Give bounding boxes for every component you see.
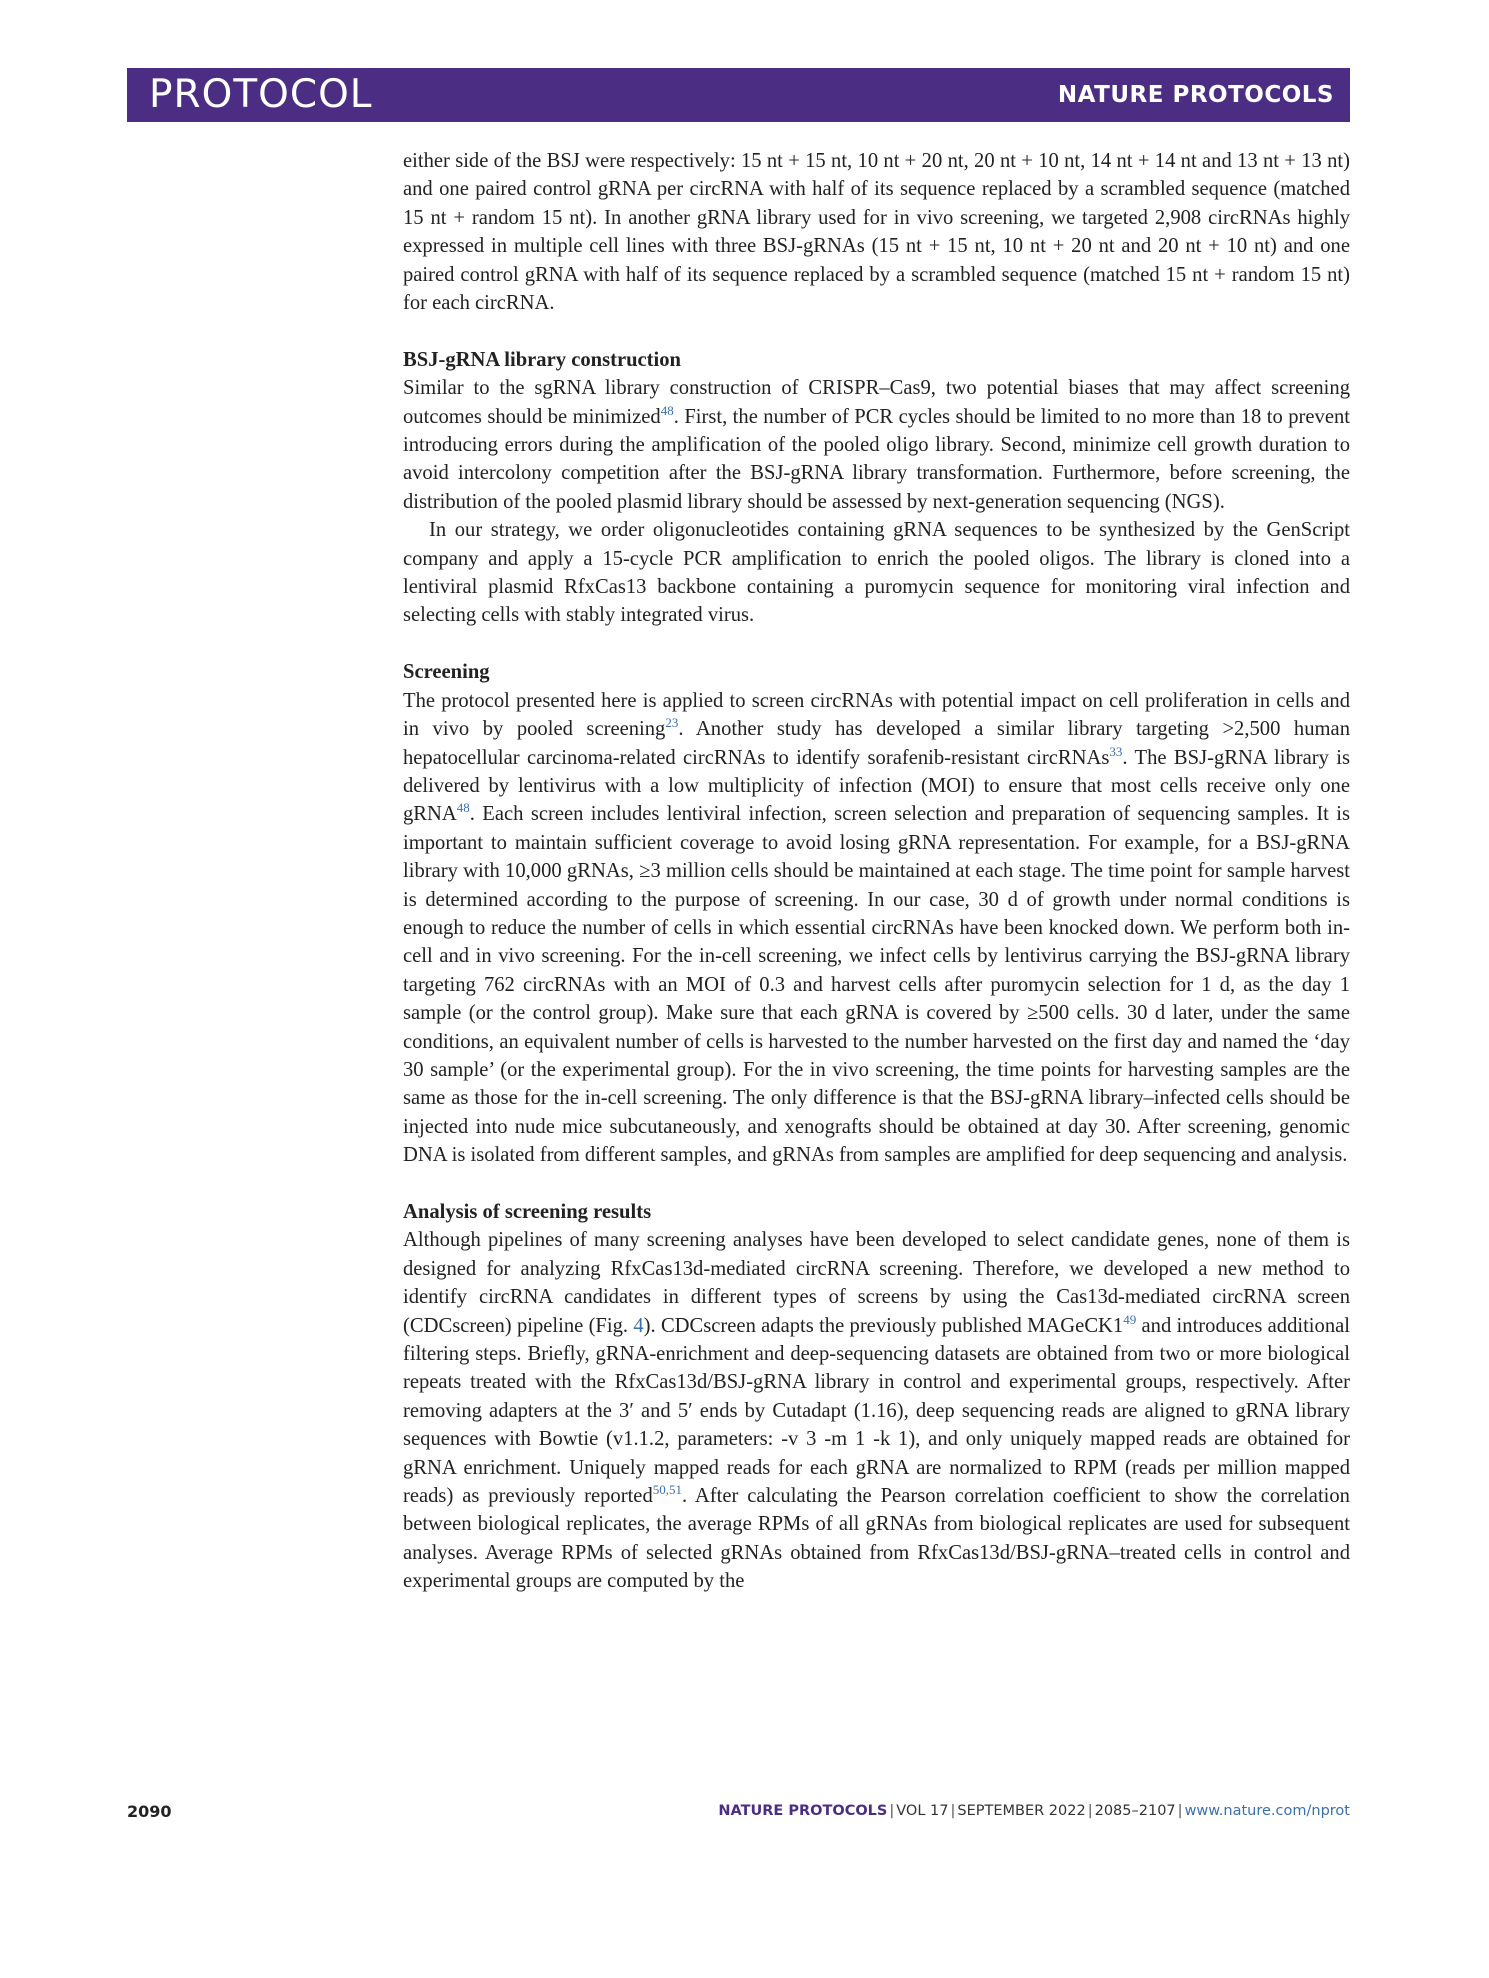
paragraph-text: The protocol presented here is applied to screen circRNAs with potential impact on cell proliferation in cells and in vivo by pooled screening <box>403 689 1350 741</box>
paragraph-text: ). CDCscreen adapts the previously published MAGeCK1 <box>643 1314 1124 1337</box>
footer-date: SEPTEMBER 2022 <box>957 1803 1086 1819</box>
section-label: PROTOCOL <box>149 72 373 117</box>
paragraph <box>403 1226 1350 1595</box>
footer-separator: | <box>889 1803 895 1819</box>
figure-ref-link[interactable]: 4 <box>633 1314 644 1337</box>
citation-ref[interactable]: 33 <box>1109 743 1123 759</box>
paragraph-text: . After calculating the Pearson correlation coefficient to show the correlation between biological replicates, the average RPMs of all gRNAs from biological replicates are used for subsequent analyses. Average RPMs of selected gRNAs obtained from RfxCas13d/BSJ-gRNA–treated cells in control and experimental groups are computed by the <box>403 1485 1350 1593</box>
header-bar <box>127 68 1350 122</box>
body-column <box>403 147 1350 1596</box>
page-number: 2090 <box>127 1802 172 1821</box>
paragraph-text: Although pipelines of many screening analyses have been developed to select candidate genes, none of them is designed for analyzing RfxCas13d-mediated circRNA screening. Therefore, we developed a new method to identify circRNA candidates in different types of screens by using the Cas13d-mediated circRNA screen (CDCscreen) pipeline (Fig. <box>403 1229 1350 1337</box>
section-heading: BSJ-gRNA library construction <box>403 348 682 371</box>
footer-url-link[interactable]: www.nature.com/nprot <box>1184 1803 1350 1819</box>
citation-ref[interactable]: 48 <box>660 402 674 418</box>
footer-citation <box>718 1803 1350 1819</box>
paragraph-text: Similar to the sgRNA library construction of CRISPR–Cas9, two potential biases that may affect screening outcomes should be minimized <box>403 377 1350 428</box>
footer-separator: | <box>1177 1803 1183 1819</box>
citation-ref[interactable]: 23 <box>665 715 679 731</box>
paragraph-text: . Each screen includes lentiviral infection, screen selection and preparation of sequencing samples. It is important to maintain sufficient coverage to avoid losing gRNA representation. For example, for a BSJ-gRNA library with 10,000 gRNAs, ≥3 million cells should be maintained at each stage. The time point for sample harvest is determined according to the purpose of screening. In our case, 30 d of growth under normal conditions is enough to reduce the number of cells in which essential circRNAs have been knocked down. We perform both in-cell and in vivo screening. For the in-cell screening, we infect cells by lentivirus carrying the BSJ-gRNA library targeting 762 circRNAs with an MOI of 0.3 and harvest cells after puromycin selection for 1 d, as the day 1 sample (or the control group). Make sure that each gRNA is covered by ≥500 cells. 30 d later, under the same conditions, an equivalent number of cells is harvested to the number harvested on the first day and named the ‘day 30 sample’ (or the experimental group). For the in vivo screening, the time points for harvesting samples are the same as those for the in-cell screening. The only difference is that the BSJ-gRNA library–infected cells should be injected into nude mice subcutaneously, and xenografts should be obtained at day 30. After screening, genomic DNA is isolated from different samples, and gRNAs from samples are amplified for deep sequencing and analysis. <box>403 803 1350 1167</box>
journal-label: NATURE PROTOCOLS <box>1057 82 1334 108</box>
footer-separator: | <box>1087 1803 1093 1819</box>
footer-volume: VOL 17 <box>896 1803 949 1819</box>
section-screening <box>403 658 1350 1169</box>
footer-journal: NATURE PROTOCOLS <box>718 1803 888 1819</box>
paragraph <box>403 687 1350 1170</box>
paragraph <box>403 374 1350 516</box>
citation-ref[interactable]: 50,51 <box>652 1482 682 1498</box>
intro-paragraph: either side of the BSJ were respectively: 15 nt + 15 nt, 10 nt + 20 nt, 20 nt + 10 nt, 14 nt + 14 nt and 13 nt + 13 nt) and one paired control gRNA per circRNA with half of its sequence replaced by a scrambled sequence (matched 15 nt + random 15 nt). In another gRNA library used for in vivo screening, we targeted 2,908 circRNAs highly expressed in multiple cell lines with three BSJ-gRNAs (15 nt + 15 nt, 10 nt + 20 nt and 20 nt + 10 nt) and one paired control gRNA with half of its sequence replaced by a scrambled sequence (matched 15 nt + random 15 nt) for each circRNA. <box>403 150 1350 315</box>
section-analysis <box>403 1198 1350 1596</box>
paragraph-text: . Another study has developed a similar library targeting >2,500 human hepatocellular carcinoma-related circRNAs to identify sorafenib-resistant circRNAs <box>403 718 1350 769</box>
citation-ref[interactable]: 48 <box>456 800 470 816</box>
paragraph: In our strategy, we order oligonucleotides containing gRNA sequences to be synthesized by the GenScript company and apply a 15-cycle PCR amplification to enrich the pooled oligos. The library is cloned into a lentiviral plasmid RfxCas13 backbone containing a puromycin sequence for monitoring viral infection and selecting cells with stably integrated virus. <box>403 519 1350 627</box>
section-heading: Screening <box>403 661 490 684</box>
section-heading: Analysis of screening results <box>403 1200 652 1223</box>
section-library-construction <box>403 346 1350 630</box>
footer-pages: 2085–2107 <box>1094 1803 1176 1819</box>
paragraph-text: . First, the number of PCR cycles should be limited to no more than 18 to prevent introducing errors during the amplification of the pooled oligo library. Second, minimize cell growth duration to avoid intercolony competition after the BSJ-gRNA library transformation. Furthermore, before screening, the distribution of the pooled plasmid library should be assessed by next-generation sequencing (NGS). <box>403 405 1350 513</box>
paragraph-text: . The BSJ-gRNA library is delivered by lentivirus with a low multiplicity of infection (MOI) to ensure that most cells receive only one gRNA <box>403 746 1350 826</box>
footer-separator: | <box>950 1803 956 1819</box>
citation-ref[interactable]: 49 <box>1123 1311 1137 1327</box>
paragraph-text: and introduces additional filtering steps. Briefly, gRNA-enrichment and deep-sequencing datasets are obtained from two or more biological repeats treated with the RfxCas13d/BSJ-gRNA library in control and experimental groups, respectively. After removing adapters at the 3′ and 5′ ends by Cutadapt (1.16), deep sequencing reads are aligned to gRNA library sequences with Bowtie (v1.1.2, parameters: -v 3 -m 1 -k 1), and only uniquely mapped reads are obtained for gRNA enrichment. Uniquely mapped reads for each gRNA are normalized to RPM (reads per million mapped reads) as previously reported <box>403 1314 1350 1508</box>
